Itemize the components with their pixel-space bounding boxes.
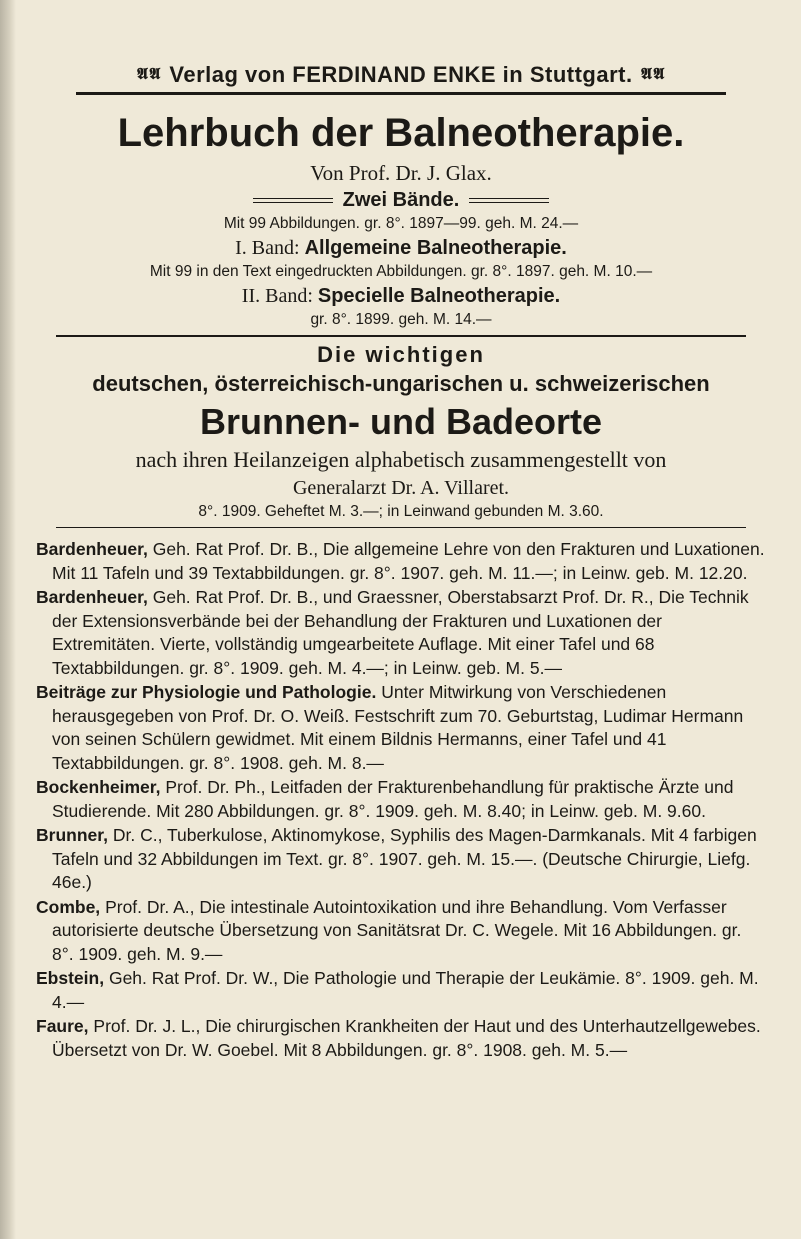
entry-author: Combe, (36, 896, 101, 917)
book-author: Von Prof. Dr. J. Glax. (310, 161, 492, 185)
list-item (36, 896, 766, 967)
section-rule (56, 335, 746, 337)
entry-text: Prof. Dr. A., Die intestinale Autointoxikation und ihre Behandlung. Vom Verfasser autorisierte deutsche Übersetzung von Sanitätsrat Dr. C. Wegele. Mit 16 Abbildungen. gr. 8°. 1909. geh. M. 9.— (52, 896, 742, 964)
book-meta: Mit 99 Abbildungen. gr. 8°. 1897—99. geh. M. 24.— (223, 215, 579, 232)
entry-text: Dr. C., Tuberkulose, Aktinomykose, Syphilis des Magen-Darmkanals. Mit 4 farbigen Tafeln und 32 Abbildungen im Text. gr. 8°. 1907. geh. M. 15.—. (Deutsche Chirurgie, Liefg. 46e.) (52, 825, 757, 892)
volume-1 (36, 235, 766, 261)
entry-text: Prof. Dr. Ph., Leitfaden der Frakturenbehandlung für praktische Ärzte und Studierende. Mit 280 Abbildungen. gr. 8°. 1909. geh. M. 8.40; in Leinw. geb. M. 9.60. (52, 777, 734, 821)
publisher-line: Verlag von FERDINAND ENKE in Stuttgart. (169, 62, 633, 87)
volume-2 (36, 283, 766, 309)
section-rule-2 (56, 527, 746, 529)
entry-author: Ebstein, (36, 968, 105, 988)
brunnen-description: nach ihren Heilanzeigen alphabetisch zusammengestellt von (135, 446, 667, 472)
double-rule-left (253, 198, 333, 203)
brunnen-line-2: deutschen, österreichisch-ungarischen u. schweizerischen (92, 370, 710, 396)
entry-text: Geh. Rat Prof. Dr. W., Die Pathologie und Therapie der Leukämie. 8°. 1909. geh. M. 4.— (52, 968, 759, 1012)
publisher-header (36, 60, 766, 90)
brunnen-meta: 8°. 1909. Geheftet M. 3.—; in Leinwand gebunden M. 3.60. (198, 502, 604, 520)
volumes-label: Zwei Bände. (342, 189, 460, 211)
volume-2-meta: gr. 8°. 1899. geh. M. 14.— (310, 311, 492, 328)
volume-1-meta: Mit 99 in den Text eingedruckten Abbildungen. gr. 8°. 1897. geh. M. 10.— (149, 263, 653, 280)
brunnen-title: Brunnen- und Badeorte (200, 400, 602, 442)
volume-1-number: I. Band: (235, 237, 300, 259)
ornament-right: 𝕬𝕬 (640, 66, 666, 83)
volume-2-number: II. Band: (241, 285, 313, 307)
entry-author: Beiträge zur Physiologie und Pathologie. (36, 682, 377, 702)
book-brunnen-badeorte (36, 341, 766, 523)
volume-1-title: Allgemeine Balneotherapie. (304, 237, 567, 259)
brunnen-line-1: Die wichtigen (317, 341, 485, 367)
volumes-line (36, 187, 766, 213)
advertisement-page (36, 60, 766, 1063)
entry-author: Bardenheuer, (36, 587, 148, 607)
entry-text: Geh. Rat Prof. Dr. B., und Graessner, Oberstabsarzt Prof. Dr. R., Die Technik der Extensionsverbände bei der Behandlung der Frakturen und Luxationen der Extremitäten. Vierte, vollständig umgearbeitete Auflage. Mit einer Tafel und 68 Textabbildungen. gr. 8°. 1909. geh. M. 4.—; in Leinw. geb. M. 5.— (52, 587, 749, 678)
list-item (36, 538, 766, 585)
entry-text: Unter Mitwirkung von Verschiedenen herausgegeben von Prof. Dr. O. Weiß. Festschrift zum 70. Geburtstag, Ludimar Hermann von seinen Schülern gewidmet. Mit einem Bildnis Hermanns, einer Tafel und 41 Textabbildungen. gr. 8°. 1908. geh. M. 8.— (52, 682, 744, 773)
entry-author: Bockenheimer, (36, 777, 161, 797)
header-rule (76, 92, 726, 95)
entry-author: Brunner, (36, 825, 108, 845)
volume-2-title: Specielle Balneotherapie. (317, 285, 561, 307)
book-title: Lehrbuch der Balneotherapie. (117, 111, 685, 155)
book-list (36, 538, 766, 1062)
entry-text: Prof. Dr. J. L., Die chirurgischen Krankheiten der Haut und des Unterhautzellgewebes. Übersetzt von Dr. W. Goebel. Mit 8 Abbildungen. gr. 8°. 1908. geh. M. 5.— (52, 1016, 761, 1060)
brunnen-author: Generalarzt Dr. A. Villaret. (292, 476, 510, 499)
list-item (36, 967, 766, 1014)
list-item (36, 681, 766, 775)
page-spine-shadow (0, 0, 16, 1239)
entry-author: Bardenheuer, (36, 539, 148, 559)
entry-text: Geh. Rat Prof. Dr. B., Die allgemeine Lehre von den Frakturen und Luxationen. Mit 11 Tafeln und 39 Textabbildungen. gr. 8°. 1907. geh. M. 11.—; in Leinw. geb. M. 12.20. (52, 539, 765, 583)
list-item (36, 776, 766, 823)
ornament-left: 𝕬𝕬 (136, 66, 162, 83)
double-rule-right (469, 198, 549, 203)
list-item (36, 824, 766, 895)
list-item (36, 586, 766, 680)
list-item (36, 1015, 766, 1062)
book-balneotherapie (36, 107, 766, 331)
entry-author: Faure, (36, 1016, 89, 1036)
